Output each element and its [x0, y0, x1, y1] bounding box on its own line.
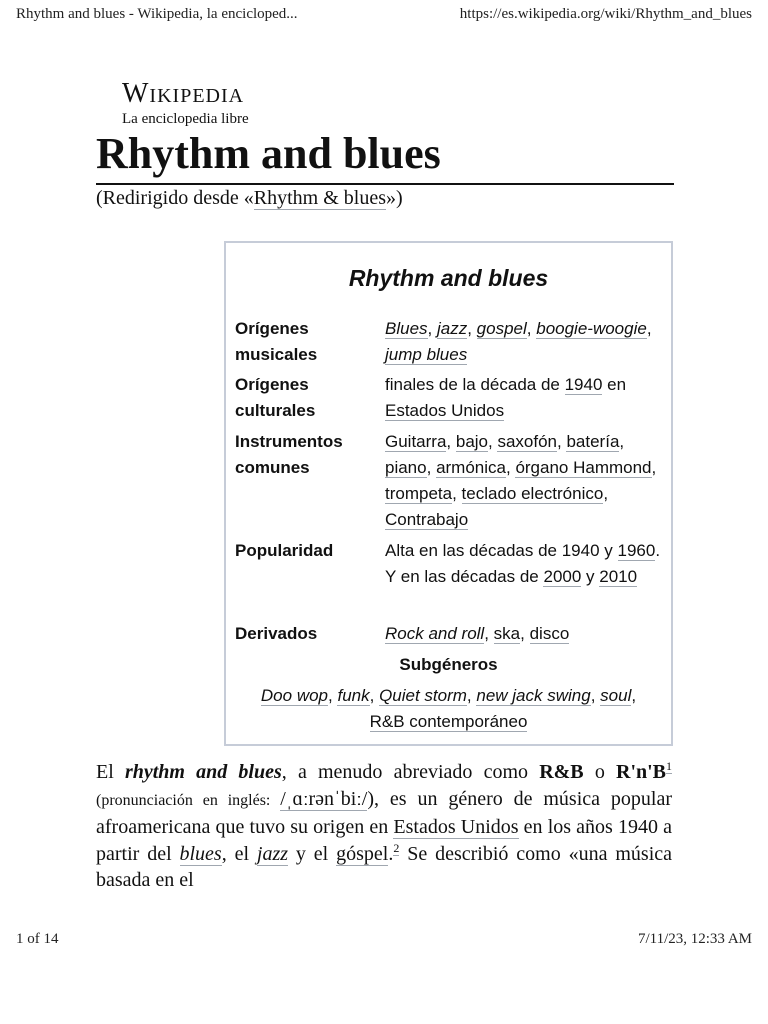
infobox-value — [385, 316, 663, 368]
print-page-title: Rhythm and blues - Wikipedia, la encicloped... — [16, 6, 298, 22]
text: y el — [288, 842, 337, 865]
infobox-label: Derivados — [235, 624, 318, 643]
infobox-value — [385, 429, 663, 533]
link-2000[interactable]: 2000 — [543, 567, 582, 586]
separator: , — [427, 319, 437, 338]
separator: , — [466, 686, 477, 705]
wikipedia-logo[interactable] — [122, 80, 249, 128]
link-estados-unidos-body[interactable]: Estados Unidos — [393, 816, 519, 838]
link-ska[interactable]: ska — [493, 624, 521, 643]
link-bateria[interactable]: batería — [566, 432, 620, 451]
separator: , — [631, 686, 637, 705]
link-bajo[interactable]: bajo — [455, 432, 489, 451]
link-trompeta[interactable]: trompeta — [385, 484, 453, 503]
reference-1[interactable]: 1 — [666, 759, 673, 774]
separator: , — [369, 686, 380, 705]
text: en — [602, 375, 627, 394]
link-new-jack-swing[interactable]: new jack swing — [476, 686, 591, 705]
print-page-url: https://es.wikipedia.org/wiki/Rhythm_and_blues — [459, 6, 752, 22]
separator: , — [452, 484, 462, 503]
link-piano[interactable]: piano — [385, 458, 427, 477]
redirect-prefix: (Redirigido desde « — [96, 187, 254, 209]
page-title: Rhythm and blues — [96, 126, 674, 185]
separator: , — [646, 319, 652, 338]
link-quiet-storm[interactable]: Quiet storm — [379, 686, 467, 705]
link-blues[interactable]: Blues — [385, 319, 428, 338]
link-guitarra[interactable]: Guitarra — [385, 432, 447, 451]
link-1960[interactable]: 1960 — [617, 541, 656, 560]
separator: , — [467, 319, 477, 338]
redirect-source-link[interactable]: Rhythm & blues — [253, 187, 386, 209]
link-armonica[interactable]: armónica — [436, 458, 506, 477]
infobox — [224, 241, 673, 746]
link-estados-unidos[interactable]: Estados Unidos — [385, 401, 505, 420]
abbr-rb: R&B — [539, 761, 584, 783]
ipa-link[interactable]: /ˌɑːrənˈbiː/ — [280, 787, 368, 810]
redirect-suffix: ») — [385, 187, 403, 209]
text: . — [388, 842, 394, 865]
link-doo-wop[interactable]: Doo wop — [260, 686, 329, 705]
link-gospel-body[interactable]: góspel — [336, 842, 389, 865]
link-gospel[interactable]: gospel — [476, 319, 527, 338]
link-saxofon[interactable]: saxofón — [497, 432, 558, 451]
separator: , — [603, 484, 609, 503]
separator: , — [557, 432, 567, 451]
infobox-label: Orígenes musicales — [235, 319, 318, 364]
link-jump-blues[interactable]: jump blues — [385, 345, 468, 364]
text: Se describió como «una música basada en el — [96, 842, 673, 891]
page-counter: 1 of 14 — [16, 931, 59, 947]
text: ), es un género de música popular afroamericana que tuvo su origen en — [96, 787, 673, 838]
print-header — [16, 6, 752, 23]
link-jazz-body[interactable]: jazz — [256, 842, 289, 865]
text: en los años 1940 a partir del — [96, 816, 672, 865]
separator: , — [328, 686, 338, 705]
separator: , — [488, 432, 498, 451]
link-rock-and-roll[interactable]: Rock and roll — [385, 624, 485, 643]
link-funk[interactable]: funk — [337, 686, 370, 705]
logo-tagline: La enciclopedia libre — [122, 111, 249, 127]
infobox-label: Orígenes culturales — [235, 375, 316, 420]
link-teclado-electronico[interactable]: teclado electrónico — [461, 484, 604, 503]
infobox-label: Popularidad — [235, 541, 334, 560]
text: y — [581, 567, 600, 586]
infobox-label: Instrumentos comunes — [235, 432, 343, 477]
text: o — [583, 761, 616, 783]
text: Alta en las décadas de 1940 y — [385, 541, 618, 560]
reference-2[interactable]: 2 — [393, 840, 400, 855]
text: El — [96, 761, 125, 783]
infobox-subgenres — [246, 683, 651, 735]
separator: , — [484, 624, 494, 643]
separator: , — [590, 686, 601, 705]
infobox-value — [385, 538, 663, 590]
separator: , — [619, 432, 625, 451]
link-disco[interactable]: disco — [529, 624, 570, 643]
separator: , — [426, 458, 437, 477]
infobox-value — [385, 621, 663, 647]
text: . Y en las décadas de — [385, 541, 661, 586]
separator: , — [446, 432, 456, 451]
term-bold: rhythm and blues — [124, 761, 282, 783]
separator: , — [526, 319, 537, 338]
infobox-subheading: Subgéneros — [399, 655, 498, 674]
logo-wordmark: Wikipedia — [122, 78, 245, 109]
link-boogie-woogie[interactable]: boogie-woogie — [536, 319, 647, 338]
link-jazz[interactable]: jazz — [436, 319, 468, 338]
text: , el — [221, 842, 257, 865]
infobox-value — [385, 372, 663, 424]
separator: , — [651, 458, 657, 477]
print-footer — [16, 931, 752, 948]
link-2010[interactable]: 2010 — [599, 567, 638, 586]
separator: , — [505, 458, 516, 477]
print-datetime: 7/11/23, 12:33 AM — [637, 931, 752, 947]
text: finales de la década de — [385, 375, 565, 394]
link-contrabajo[interactable]: Contrabajo — [385, 510, 469, 529]
link-blues-body[interactable]: blues — [179, 842, 222, 865]
link-soul[interactable]: soul — [600, 686, 632, 705]
pronunciation-label: (pronunciación en inglés: — [96, 791, 281, 809]
abbr-rnb: R'n'B — [616, 761, 667, 783]
link-organo-hammond[interactable]: órgano Hammond — [515, 458, 652, 477]
infobox-title: Rhythm and blues — [348, 265, 549, 291]
separator: , — [520, 624, 530, 643]
link-1940[interactable]: 1940 — [564, 375, 603, 394]
text: , a menudo abreviado como — [281, 761, 540, 783]
intro-paragraph — [96, 759, 672, 894]
link-rb-contemporaneo[interactable]: R&B contemporáneo — [369, 712, 528, 731]
redirect-notice — [96, 187, 403, 210]
